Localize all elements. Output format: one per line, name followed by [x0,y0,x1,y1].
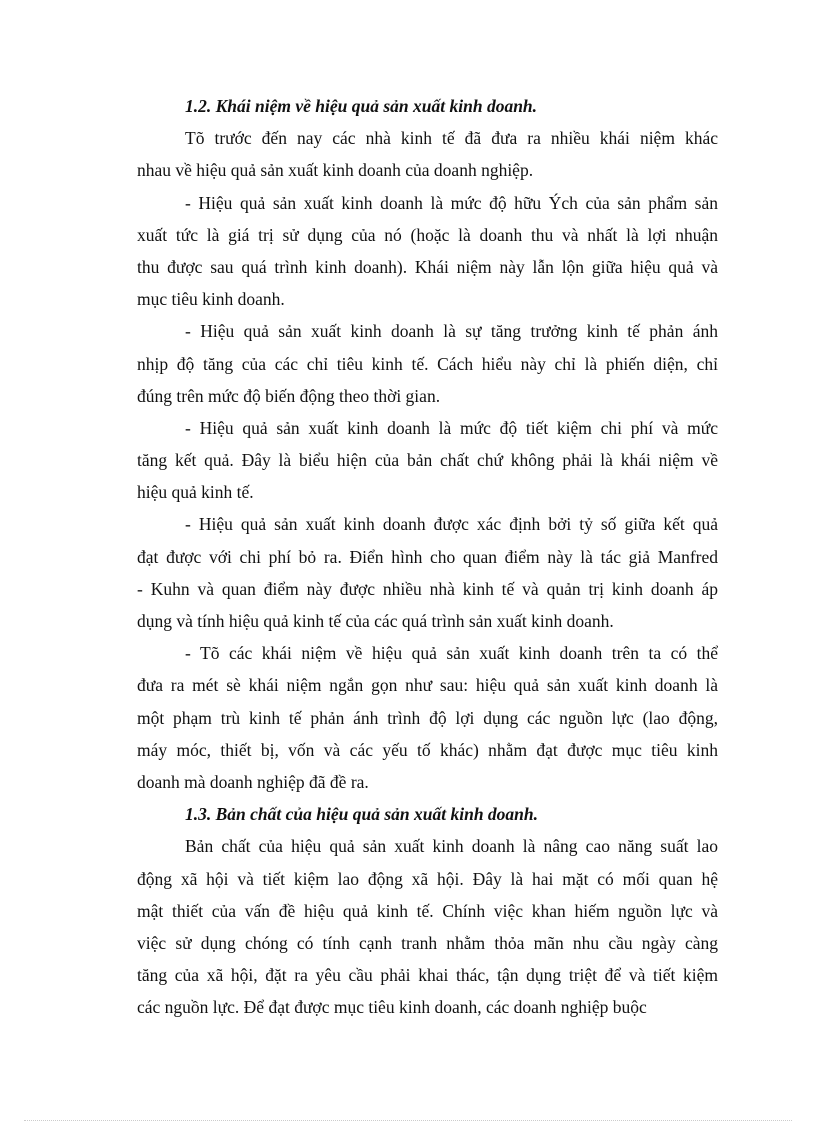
paragraph-line: hiệu quả kinh tế. [137,482,254,503]
paragraph-line: mật thiết của vấn đề hiệu quả kinh tế. Chính việc khan hiếm nguồn lực và [137,900,718,921]
paragraph-line: - Hiệu quả sản xuất kinh doanh được xác định bởi tỷ số giữa kết quả [185,514,718,535]
paragraph-line: - Hiệu quả sản xuất kinh doanh là mức độ tiết kiệm chi phí và mức [185,417,718,438]
paragraph-line: nhau về hiệu quả sản xuất kinh doanh của doanh nghiệp. [137,160,534,181]
paragraph-line: dụng và tính hiệu quả kinh tế của các quá trình sản xuất kinh doanh. [137,611,614,631]
paragraph-line: việc sử dụng chóng có tính cạnh tranh nhằm thỏa mãn nhu cầu ngày càng [137,932,718,953]
paragraph-line: - Tõ các khái niệm về hiệu quả sản xuất kinh doanh trên ta có thể [185,643,718,664]
paragraph-line: - Kuhn và quan điểm này được nhiều nhà kinh tế và quản trị kinh doanh áp [137,578,718,599]
page-bottom-divider [24,1120,792,1121]
paragraph-line: các nguồn lực. Để đạt được mục tiêu kinh doanh, các doanh nghiệp buộc [137,997,647,1018]
paragraph-line: xuất tức là giá trị sử dụng của nó (hoặc là doanh thu và nhất là lợi nhuận [137,224,718,245]
paragraph-line: - Hiệu quả sản xuất kinh doanh là sự tăng trưởng kinh tế phản ánh [185,321,718,342]
paragraph-line: doanh mà doanh nghiệp đã đề ra. [137,771,369,792]
paragraph-line: đạt được với chi phí bỏ ra. Điển hình cho quan điểm này là tác giả Manfred [137,546,718,567]
paragraph-line: - Hiệu quả sản xuất kinh doanh là mức độ hữu Ých của sản phẩm sản [185,192,718,213]
document-body [137,90,718,1023]
paragraph-line: đưa ra mét sè khái niệm ngắn gọn như sau: hiệu quả sản xuất kinh doanh là [137,675,718,696]
paragraph-line: Bản chất của hiệu quả sản xuất kinh doanh là nâng cao năng suất lao [185,836,718,857]
paragraph-line: máy móc, thiết bị, vốn và các yếu tố khác) nhằm đạt được mục tiêu kinh [137,739,718,760]
section-heading: 1.2. Khái niệm về hiệu quả sản xuất kinh doanh. [185,96,538,116]
paragraph-line: Tõ trước đến nay các nhà kinh tế đã đưa ra nhiều khái niệm khác [185,128,718,149]
paragraph-line: một phạm trù kinh tế phản ánh trình độ lợi dụng các nguồn lực (lao động, [137,707,718,728]
paragraph-line: mục tiêu kinh doanh. [137,289,285,310]
section-heading: 1.3. Bản chất của hiệu quả sản xuất kinh doanh. [185,804,539,825]
paragraph-line: đúng trên mức độ biến động theo thời gian. [137,385,441,406]
paragraph-line: thu được sau quá trình kinh doanh). Khái niệm này lẫn lộn giữa hiệu quả và [137,256,718,277]
paragraph-line: động xã hội và tiết kiệm lao động xã hội. Đây là hai mặt có mối quan hệ [137,868,718,889]
paragraph-line: tăng kết quả. Đây là biểu hiện của bản chất chứ không phải là khái niệm về [137,450,718,471]
paragraph-line: tăng của xã hội, đặt ra yêu cầu phải khai thác, tận dụng triệt để và tiết kiệm [137,965,718,986]
paragraph-line: nhịp độ tăng của các chỉ tiêu kinh tế. Cách hiểu này chỉ là phiến diện, chỉ [137,353,718,374]
